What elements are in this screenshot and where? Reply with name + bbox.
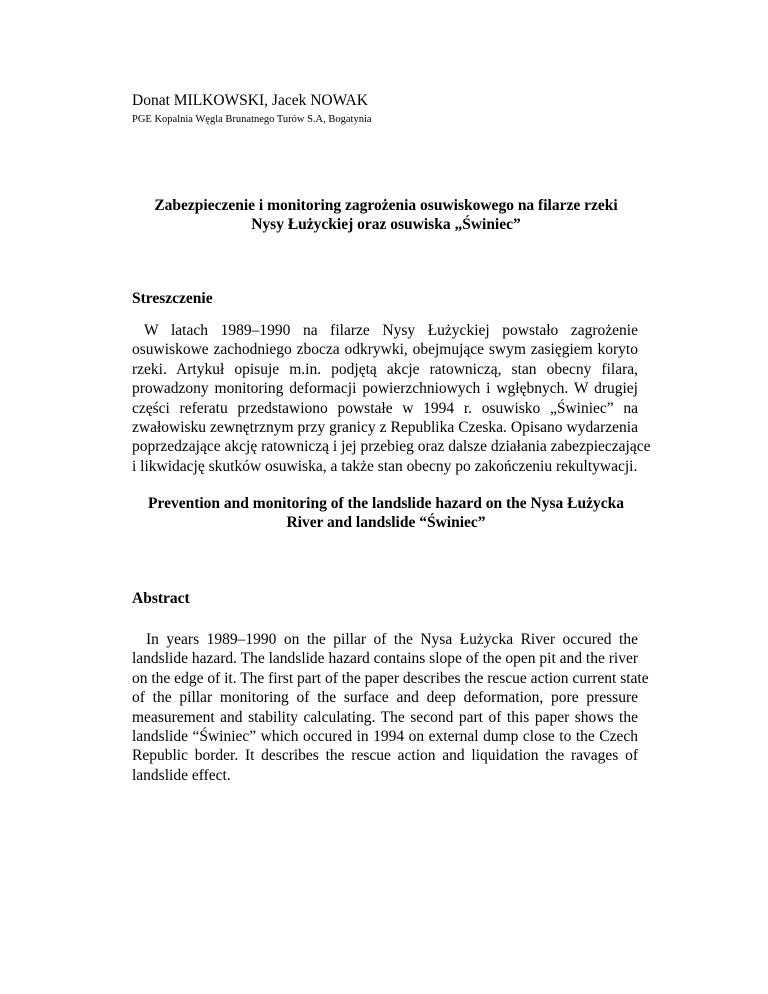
polish-abstract-line: poprzedzające akcję ratowniczą i jej przebieg oraz dalsze działania zabezpieczające <box>132 438 651 456</box>
english-abstract-line: landslide hazard. The landslide hazard contains slope of the open pit and the river <box>132 650 638 668</box>
english-title-line: River and landslide “Świniec” <box>286 514 486 531</box>
streszczenie-heading: Streszczenie <box>132 290 213 307</box>
polish-title-line: Nysy Łużyckiej oraz osuwiska „Świniec” <box>251 216 521 233</box>
english-abstract-line: of the pillar monitoring of the surface and deep deformation, pore pressure <box>132 689 638 707</box>
polish-abstract-line: W latach 1989–1990 na filarze Nysy Łużyckiej powstało zagrożenie <box>144 322 638 339</box>
authors: Donat MILKOWSKI, Jacek NOWAK <box>132 92 368 109</box>
polish-abstract-line: prowadzony monitoring deformacji powierzchniowych i wgłębnych. W drugiej <box>132 380 638 398</box>
english-abstract-line: In years 1989–1990 on the pillar of the Nysa Łużycka River occured the <box>146 631 638 648</box>
polish-abstract-line: i likwidację skutków osuwiska, a także stan obecny po zakończeniu rekultywacji. <box>132 457 638 475</box>
english-abstract-line: Republic border. It describes the rescue action and liquidation the ravages of <box>132 747 638 765</box>
abstract-heading: Abstract <box>132 590 190 607</box>
polish-title-line: Zabezpieczenie i monitoring zagrożenia osuwiskowego na filarze rzeki <box>154 197 618 214</box>
affiliation: PGE Kopalnia Węgla Brunatnego Turów S.A, Bogatynia <box>132 114 372 125</box>
polish-title <box>132 196 640 234</box>
english-abstract-line: landslide effect. <box>132 766 231 784</box>
english-abstract-line: measurement and stability calculating. The second part of this paper shows the <box>132 708 638 726</box>
polish-abstract <box>132 321 651 476</box>
polish-abstract-line: zwałowisku zewnętrznym przy granicy z Republika Czeska. Opisano wydarzenia <box>132 419 638 437</box>
english-title-line: Prevention and monitoring of the landslide hazard on the Nysa Łużycka <box>148 495 624 512</box>
polish-abstract-line: części referatu przedstawiono powstałe w 1994 r. osuwisko „Świniec” na <box>132 399 638 417</box>
polish-abstract-line: osuwiskowe zachodniego zbocza odkrywki, obejmujące swym zasięgiem koryto <box>132 341 638 359</box>
english-title <box>132 494 640 532</box>
polish-abstract-line: rzeki. Artykuł opisuje m.in. podjętą akcje ratowniczą, stan obecny filara, <box>132 360 638 378</box>
english-abstract-line: landslide “Świniec” which occured in 1994 on external dump close to the Czech <box>132 728 638 746</box>
english-abstract-line: on the edge of it. The first part of the paper describes the rescue action current state <box>132 669 649 687</box>
english-abstract <box>132 630 649 785</box>
